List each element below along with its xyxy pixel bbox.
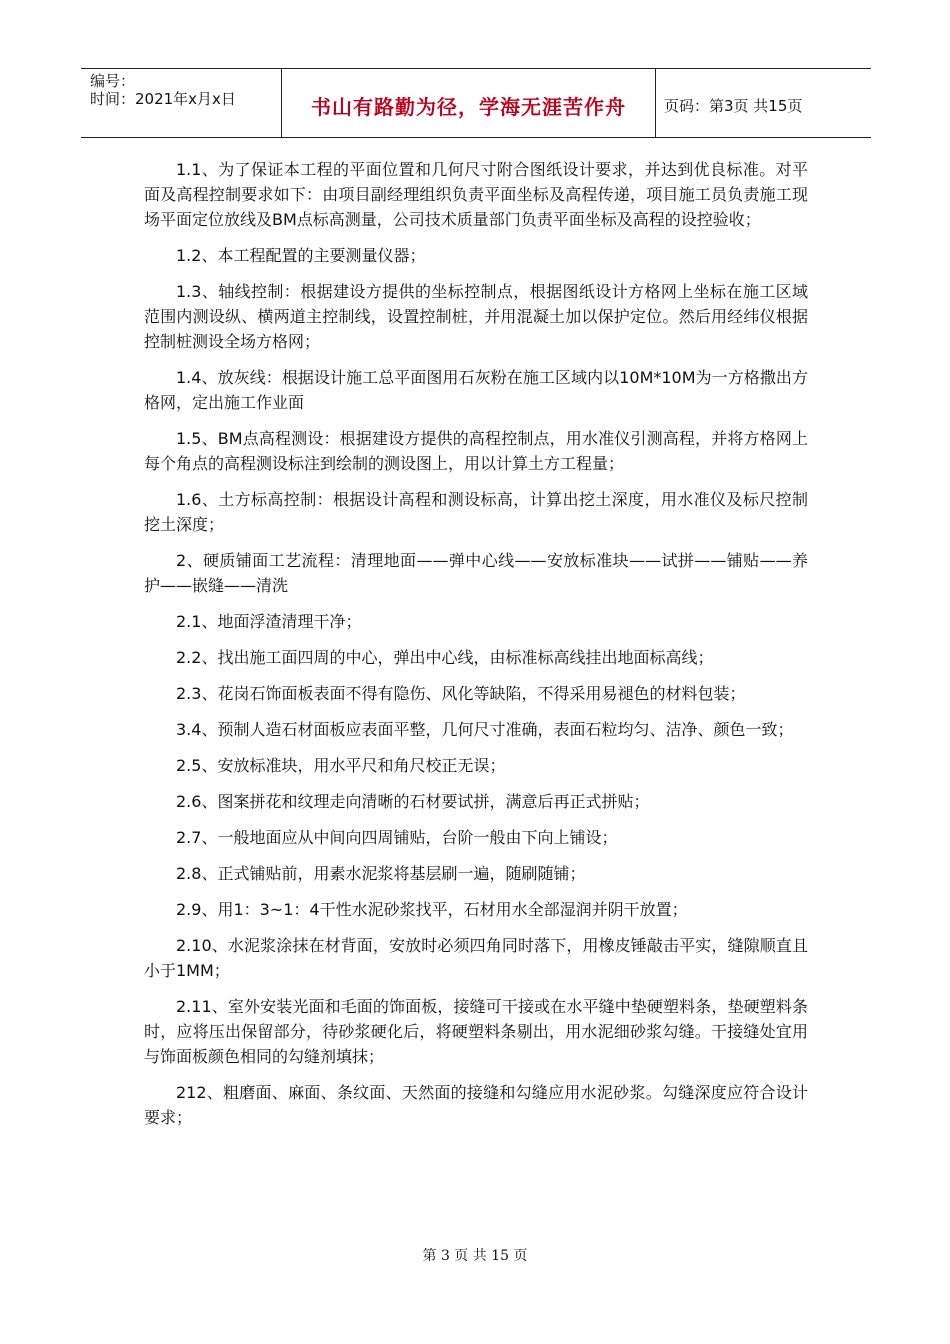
body-paragraph: 2.2、找出施工面四周的中心，弹出中心线，由标准标高线挂出地面标高线；: [176, 648, 714, 667]
body-paragraph: 2.3、花岗石饰面板表面不得有隐伤、风化等缺陷，不得采用易褪色的材料包装；: [176, 684, 746, 703]
header-page-info: 页码：第3页 共15页: [664, 96, 803, 115]
number-label: 编号：: [90, 72, 136, 90]
body-paragraph: 2.1、地面浮渣清理干净；: [176, 612, 362, 631]
body-paragraph: 1.3、轴线控制：根据建设方提供的坐标控制点，根据图纸设计方格网上坐标在施工区域范围内测设纵、横两道主控制线，设置控制桩，并用混凝土加以保护定位。然后用经纬仪根据控制桩测设全场方格网；: [144, 282, 808, 351]
body-paragraph: 1.2、本工程配置的主要测量仪器；: [176, 246, 426, 265]
body-paragraph: 2.5、安放标准块，用水平尺和角尺校正无误；: [176, 756, 506, 775]
header-motto: 书山有路勤为径，学海无涯苦作舟: [282, 69, 656, 137]
body-paragraph: 2、硬质铺面工艺流程：清理地面——弹中心线——安放标准块——试拼——铺贴——养护——嵌缝——清洗: [144, 551, 808, 595]
body-paragraph: 2.10、水泥浆涂抹在材背面，安放时必须四角同时落下，用橡皮锤敲击平实，缝隙顺直且小于1MM；: [144, 936, 808, 980]
body-paragraph: 3.4、预制人造石材面板应表面平整，几何尺寸准确，表面石粒均匀、洁净、颜色一致；: [176, 720, 794, 739]
body-paragraph: 1.6、土方标高控制：根据设计高程和测设标高，计算出挖土深度，用水准仪及标尺控制挖土深度；: [144, 490, 808, 534]
body-paragraph: 1.5、BM点高程测设：根据建设方提供的高程控制点，用水准仪引测高程，并将方格网上每个角点的高程测设标注到绘制的测设图上，用以计算土方工程量；: [144, 429, 808, 473]
document-body: [144, 157, 808, 1141]
body-paragraph: 2.9、用1：3~1：4干性水泥砂浆找平，石材用水全部湿润并阴干放置；: [176, 900, 688, 919]
header-meta: [81, 69, 282, 137]
page-footer: 第 3 页 共 15 页: [422, 1248, 528, 1264]
body-paragraph: 2.7、一般地面应从中间向四周铺贴，台阶一般由下向上铺设；: [176, 828, 618, 847]
body-paragraph: 1.1、为了保证本工程的平面位置和几何尺寸附合图纸设计要求，并达到优良标准。对平面及高程控制要求如下：由项目副经理组织负责平面坐标及高程传递，项目施工员负责施工现场平面定位放线及BM点标高测量，公司技术质量部门负责平面坐标及高程的设控验收；: [144, 160, 808, 229]
body-paragraph: 2.11、室外安装光面和毛面的饰面板，接缝可干接或在水平缝中垫硬塑料条，垫硬塑料条时，应将压出保留部分，待砂浆硬化后，将硬塑料条剔出，用水泥细砂浆勾缝。干接缝处宜用与饰面板颜色相同的勾缝剂填抹；: [144, 997, 808, 1066]
body-paragraph: 1.4、放灰线：根据设计施工总平面图用石灰粉在施工区域内以10M*10M为一方格撒出方格网，定出施工作业面: [144, 368, 808, 412]
page-header: [81, 68, 871, 138]
time-label: 时间：2021年x月x日: [90, 90, 236, 108]
body-paragraph: 2.8、正式铺贴前，用素水泥浆将基层刷一遍，随刷随铺；: [176, 864, 586, 883]
body-paragraph: 2.6、图案拼花和纹理走向清晰的石材要试拼，满意后再正式拼贴；: [176, 792, 650, 811]
body-paragraph: 212、粗磨面、麻面、条纹面、天然面的接缝和勾缝应用水泥砂浆。勾缝深度应符合设计要求；: [144, 1083, 808, 1127]
